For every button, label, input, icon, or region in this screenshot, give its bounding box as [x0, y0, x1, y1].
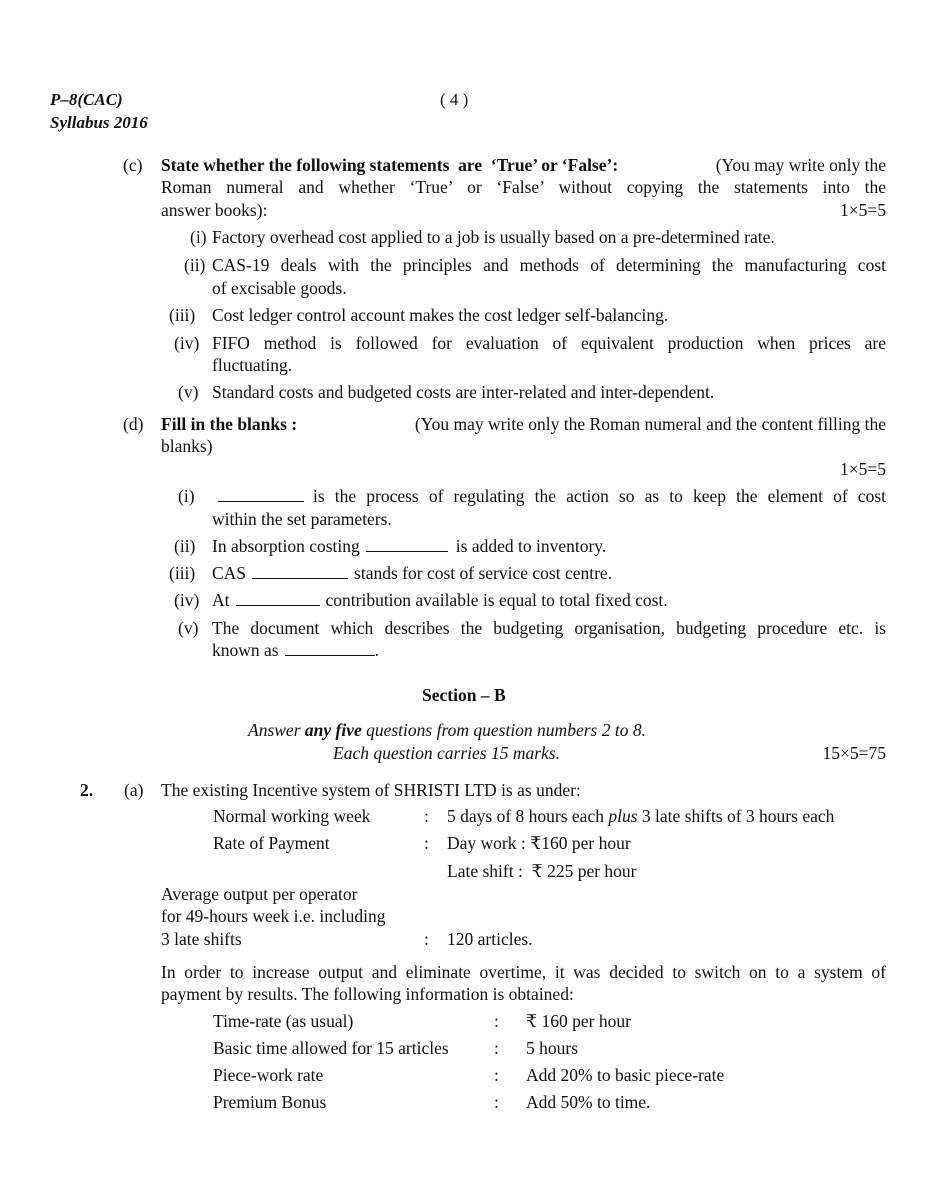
blank-line — [285, 654, 375, 656]
row-value — [447, 806, 834, 827]
syllabus-label: Syllabus 2016 — [50, 113, 148, 132]
statement-after: is added to inventory. — [455, 536, 607, 556]
info-label: Piece-work rate — [213, 1065, 324, 1085]
statement-before: At — [212, 590, 230, 610]
statement: The document which describes the budgeting organisation, budgeting procedure etc. is — [212, 618, 886, 638]
instruction-line-1 — [161, 155, 886, 176]
instruction-bold: State whether the following statements are ‘True’ or ‘False’: — [161, 155, 619, 175]
row-separator: : — [494, 1011, 499, 1031]
statement-after: contribution available is equal to total fixed cost. — [325, 590, 668, 610]
statement-before: In absorption costing — [212, 536, 360, 556]
row-value: Late shift : ₹ 225 per hour — [447, 861, 637, 881]
fill-blank-item — [212, 590, 668, 611]
blank-line — [252, 577, 348, 579]
row-label: Rate of Payment — [213, 833, 330, 853]
fill-blank-item — [212, 536, 606, 557]
row-separator: : — [424, 929, 429, 949]
info-value: ₹ 160 per hour — [526, 1011, 631, 1031]
statement-after: . — [374, 640, 379, 660]
section-instruction-2: Each question carries 15 marks. — [333, 743, 560, 763]
blank-line — [366, 550, 448, 552]
row-value: Day work : ₹160 per hour — [447, 833, 631, 853]
part-label: (c) — [123, 155, 143, 175]
item-num: (iv) — [174, 590, 200, 610]
item-num: (i) — [190, 227, 207, 247]
statement: is the process of regulating the action so as to keep the element of cost — [313, 486, 886, 506]
row-separator: : — [424, 833, 429, 853]
statement: Factory overhead cost applied to a job is usually based on a pre-determined rate. — [212, 227, 775, 247]
statement: FIFO method is followed for evaluation of equivalent production when prices are — [212, 333, 886, 353]
item-num: (i) — [178, 486, 195, 506]
instruction-text: questions from question numbers 2 to 8. — [361, 720, 646, 740]
info-label: Basic time allowed for 15 articles — [213, 1038, 449, 1058]
page-number: ( 4 ) — [440, 90, 469, 109]
statement: CAS-19 deals with the principles and methods of determining the manufacturing cost — [212, 255, 886, 275]
statement: Cost ledger control account makes the cost ledger self-balancing. — [212, 305, 669, 325]
instruction-text: Answer — [248, 720, 305, 740]
question-number: 2. — [80, 780, 94, 800]
row-separator: : — [494, 1092, 499, 1112]
marks: 1×5=5 — [840, 200, 886, 220]
row-separator: : — [494, 1038, 499, 1058]
output-label-line: for 49-hours week i.e. including — [161, 906, 386, 926]
instruction-line-3: answer books): — [161, 200, 268, 220]
item-num: (ii) — [174, 536, 196, 556]
output-label-line: 3 late shifts — [161, 929, 242, 949]
section-marks: 15×5=75 — [822, 743, 886, 763]
row-separator: : — [494, 1065, 499, 1085]
section-instruction — [248, 720, 646, 741]
output-label-line: Average output per operator — [161, 884, 358, 904]
value-text: 3 late shifts of 3 hours each — [637, 806, 835, 826]
statement-cont: within the set parameters. — [212, 509, 392, 529]
instruction-rest: (You may write only the — [715, 155, 886, 175]
info-value: 5 hours — [526, 1038, 579, 1058]
item-num: (iii) — [169, 563, 196, 583]
info-label: Time-rate (as usual) — [213, 1011, 354, 1031]
question-intro: The existing Incentive system of SHRISTI LTD is as under: — [161, 780, 581, 800]
output-value: 120 articles. — [447, 929, 533, 949]
part-label: (a) — [124, 780, 144, 800]
fill-blank-item — [212, 563, 612, 584]
statement-before: known as — [212, 640, 279, 660]
row-separator: : — [424, 806, 429, 826]
paper-code: P–8(CAC) — [50, 90, 123, 109]
paragraph-line: payment by results. The following information is obtained: — [161, 984, 574, 1004]
paragraph-line: In order to increase output and eliminate overtime, it was decided to switch on to a system of — [161, 962, 886, 982]
instruction-emphasis: any five — [304, 720, 362, 740]
statement: Standard costs and budgeted costs are inter-related and inter-dependent. — [212, 382, 715, 402]
section-title: Section – B — [422, 685, 506, 705]
instruction-bold: Fill in the blanks : — [161, 414, 298, 434]
instruction-line-1 — [161, 414, 886, 435]
row-label: Normal working week — [213, 806, 371, 826]
info-value: Add 50% to time. — [526, 1092, 651, 1112]
statement-cont: fluctuating. — [212, 355, 293, 375]
blank-line — [218, 500, 304, 502]
blank-line — [236, 604, 320, 606]
part-label: (d) — [123, 414, 144, 434]
item-num: (v) — [178, 618, 199, 638]
item-num: (v) — [178, 382, 199, 402]
statement-cont: of excisable goods. — [212, 278, 347, 298]
value-text: 5 days of 8 hours each — [447, 806, 609, 826]
instruction-line-2: Roman numeral and whether ‘True’ or ‘False’ without copying the statements into the — [161, 177, 886, 197]
info-label: Premium Bonus — [213, 1092, 327, 1112]
statement-before: CAS — [212, 563, 247, 583]
statement-after: stands for cost of service cost centre. — [354, 563, 613, 583]
item-num: (ii) — [184, 255, 206, 275]
item-num: (iii) — [169, 305, 196, 325]
item-num: (iv) — [174, 333, 200, 353]
marks: 1×5=5 — [840, 459, 886, 479]
value-emphasis: plus — [608, 806, 638, 826]
fill-blank-item — [218, 486, 886, 507]
info-value: Add 20% to basic piece-rate — [526, 1065, 725, 1085]
instruction-rest: (You may write only the Roman numeral and the content filling the — [414, 414, 886, 434]
instruction-line-2: blanks) — [161, 436, 213, 456]
fill-blank-item — [212, 640, 379, 661]
